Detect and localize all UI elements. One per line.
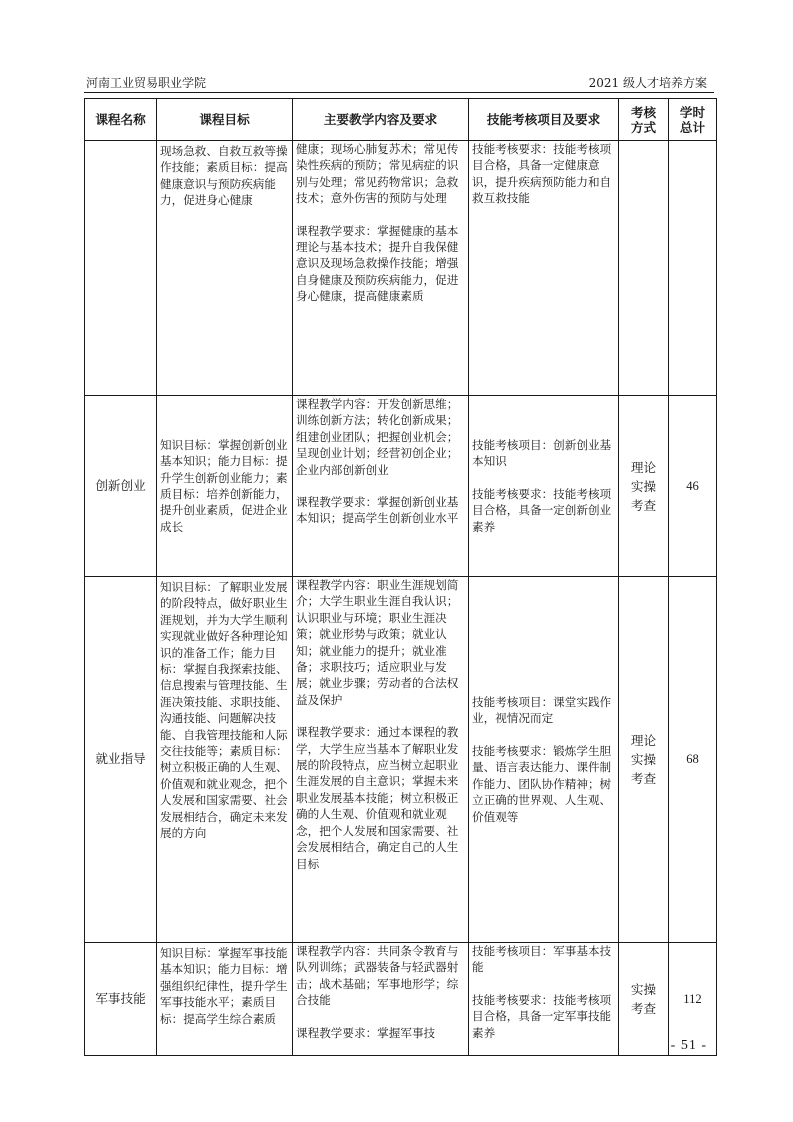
course-skill: 技能考核项目：创新创业基本知识 技能考核要求：技能考核项目合格，具备一定创新创业素养 [469,396,619,577]
header-institution: 河南工业贸易职业学院 [86,76,207,90]
course-goal: 知识目标：掌握军事技能基本知识；能力目标：增强组织纪律性，提升学生军事技能水平；素质目标：提高学生综合素质 [157,943,293,1056]
col-header-content: 主要教学内容及要求 [293,99,469,141]
course-skill: 技能考核要求：技能考核项目合格，具备一定健康意识，提升疾病预防能力和自救互救技能 [469,141,619,396]
assessment-method: 理论 实操 考查 [619,577,669,943]
header-plan-title: 2021 级人才培养方案 [588,76,707,90]
course-goal: 知识目标：了解职业发展的阶段特点，做好职业生涯规划，并为大学生顺利实现就业做好各种理论知识的准备工作；能力目标：掌握自我探索技能、信息搜索与管理技能、生涯决策技能、求职技能、沟通技能、问题解决技能、自我管理技能和人际交往技能等；素质目标：树立积极正确的人生观、价值观和就业观念，把个人发展和国家需要、社会发展相结合，确定未来发展的方向 [157,577,293,943]
assessment-method: 理论 实操 考查 [619,396,669,577]
course-name [85,141,157,396]
course-content: 课程教学内容：开发创新思维；训练创新方法；转化创新成果；组建创业团队；把握创业机会；呈现创业计划；经营初创企业；企业内部创新创业 课程教学要求：掌握创新创业基本知识；提高学生创新创业水平 [293,396,469,577]
course-skill: 技能考核项目：军事基本技能 技能考核要求：技能考核项目合格，具备一定军事技能素养 [469,943,619,1056]
course-name: 军事技能 [85,943,157,1056]
table-header-row [85,99,717,141]
course-goal: 现场急救、自救互救等操作技能；素质目标：提高健康意识与预防疾病能力，促进身心健康 [157,141,293,396]
curriculum-table [84,98,717,1056]
col-header-goal: 课程目标 [157,99,293,141]
course-skill: 技能考核项目：课堂实践作业，视情况而定 技能考核要求：锻炼学生胆量、语言表达能力、课件制作能力、团队协作精神；树立正确的世界观、人生观、价值观等 [469,577,619,943]
col-header-method: 考核 方式 [619,99,669,141]
table-row [85,943,717,1056]
course-name: 就业指导 [85,577,157,943]
course-content: 健康；现场心肺复苏术；常见传染性疾病的预防；常见病症的识别与处理；常见药物常识；急救技术；意外伤害的预防与处理 课程教学要求：掌握健康的基本理论与基本技术；提升自我保健意识及现场急救操作技能；增强自身健康及预防疾病能力，促进身心健康，提高健康素质 [293,141,469,396]
header-rule [84,92,714,93]
total-hours [669,141,717,396]
col-header-skill: 技能考核项目及要求 [469,99,619,141]
page-number: - 51 - [670,1038,707,1053]
total-hours: 46 [669,396,717,577]
col-header-hours: 学时 总计 [669,99,717,141]
table-row [85,577,717,943]
total-hours: 112 [669,943,717,1056]
course-name: 创新创业 [85,396,157,577]
course-goal: 知识目标：掌握创新创业基本知识；能力目标：提升学生创新创业能力；素质目标：培养创新能力，提升创业素质，促进企业成长 [157,396,293,577]
table-row [85,396,717,577]
course-content: 课程教学内容：共同条令教育与队列训练；武器装备与轻武器射击；战术基础；军事地形学；综合技能 课程教学要求：掌握军事技 [293,943,469,1056]
assessment-method [619,141,669,396]
assessment-method: 实操 考查 [619,943,669,1056]
table-row [85,141,717,396]
col-header-name: 课程名称 [85,99,157,141]
course-content: 课程教学内容：职业生涯规划简介；大学生职业生涯自我认识；认识职业与环境；职业生涯决策；就业形势与政策；就业认知；就业能力的提升；就业准备；求职技巧；适应职业与发展；就业步骤；劳动者的合法权益及保护 课程教学要求：通过本课程的教学，大学生应当基本了解职业发展的阶段特点，应当树立起职业生涯发展的自主意识；掌握未来职业发展基本技能；树立积极正确的人生观、价值观和就业观念，把个人发展和国家需要、社会发展相结合，确定自己的人生目标 [293,577,469,943]
total-hours: 68 [669,577,717,943]
